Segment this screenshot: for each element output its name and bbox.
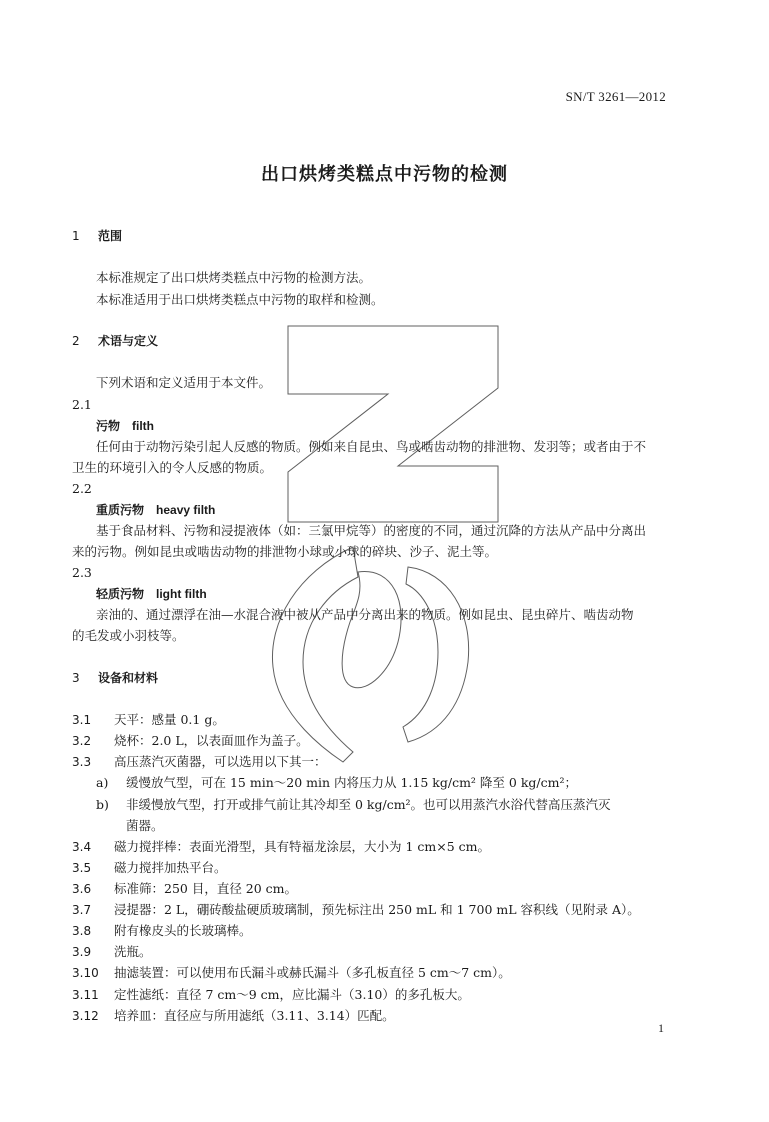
term-heading [96,500,215,520]
clause [72,942,152,962]
definition-line: 基于食品材料、污物和浸提液体（如：三氯甲烷等）的密度的不同，通过沉降的方法从产品中分离出 [96,523,647,538]
term-heading [96,584,207,604]
clause-number: 3.9 [72,945,92,959]
section-number: 3 [72,671,80,685]
section-title: 术语与定义 [98,334,159,348]
term-number: 2.1 [72,397,92,412]
clause-number: 3.3 [72,755,92,769]
list-text: 缓慢放气型，可在 15 min～20 min 内将压力从 1.15 kg/cm² 降至 0 kg/cm²； [126,775,577,790]
definition-line: 来的污物。例如昆虫或啮齿动物的排泄物小球或小球的碎块、沙子、泥土等。 [72,544,498,559]
list-item [96,795,611,815]
clause [72,879,297,899]
term-cn: 污物 [96,419,121,433]
clause-number: 3.11 [72,988,99,1002]
term-cn: 重质污物 [96,503,145,517]
clause-number: 3.1 [72,713,92,727]
standard-number: SN/T 3261—2012 [565,89,666,104]
clause-text: 磁力搅拌加热平台。 [114,860,227,875]
section-title: 设备和材料 [98,671,159,685]
clause-text: 培养皿：直径应与所用滤纸（3.11、3.14）匹配。 [114,1008,395,1023]
section-number: 2 [72,334,80,348]
paragraph: 本标准规定了出口烘烤类糕点中污物的检测方法。 [96,270,372,285]
section-1-heading [72,226,122,246]
clause-text: 烧杯：2.0 L，以表面皿作为盖子。 [114,733,309,748]
definition-line: 卫生的环境引入的令人反感的物质。 [72,460,273,475]
list-text: 非缓慢放气型，打开或排气前让其冷却至 0 kg/cm²。也可以用蒸汽水浴代替高压蒸汽灭 [126,797,611,812]
term-en: heavy filth [156,503,216,517]
clause [72,921,252,941]
clause-text: 定性滤纸：直径 7 cm～9 cm，应比漏斗（3.10）的多孔板大。 [114,987,470,1002]
watermark-logo [258,322,508,782]
section-title: 范围 [98,229,123,243]
section-3-heading [72,668,158,688]
clause-text: 天平：感量 0.1 g。 [114,712,225,727]
paragraph: 本标准适用于出口烘烤类糕点中污物的取样和检测。 [96,292,384,307]
definition-line: 的毛发或小羽枝等。 [72,628,185,643]
clause-text: 抽滤装置：可以使用布氏漏斗或赫氏漏斗（多孔板直径 5 cm～7 cm）。 [114,965,511,980]
paragraph: 下列术语和定义适用于本文件。 [96,375,272,390]
term-number: 2.3 [72,565,92,580]
term-number: 2.2 [72,481,92,496]
clause-text: 高压蒸汽灭菌器，可以选用以下其一： [114,754,327,769]
list-marker: b) [96,797,109,812]
clause-number: 3.8 [72,924,92,938]
definition-line: 任何由于动物污染引起人反感的物质。例如来自昆虫、鸟或啮齿动物的排泄物、发羽等；或者由于不 [96,439,647,454]
list-text-continuation: 菌器。 [126,818,164,833]
clause-text: 标准筛：250 目，直径 20 cm。 [114,881,298,896]
clause [72,900,640,920]
clause-number: 3.7 [72,903,92,917]
clause-number: 3.10 [72,966,99,980]
clause-number: 3.4 [72,840,92,854]
clause [72,710,225,730]
section-2-heading [72,331,158,351]
clause [72,858,227,878]
clause-number: 3.12 [72,1009,99,1023]
clause-text: 附有橡皮头的长玻璃棒。 [114,923,252,938]
clause [72,985,470,1005]
list-marker: a) [96,775,109,790]
section-number: 1 [72,229,80,243]
clause-number: 3.2 [72,734,92,748]
document-title: 出口烘烤类糕点中污物的检测 [261,164,508,185]
clause-text: 浸提器：2 L，硼砖酸盐硬质玻璃制，预先标注出 250 mL 和 1 700 mL 容积线（见附录 A）。 [114,902,640,917]
clause [72,1006,395,1026]
clause-text: 磁力搅拌棒：表面光滑型，具有特福龙涂层，大小为 1 cm×5 cm。 [114,839,491,854]
clause-number: 3.6 [72,882,92,896]
term-en: filth [132,419,155,433]
clause-number: 3.5 [72,861,92,875]
clause [72,837,490,857]
term-cn: 轻质污物 [96,587,145,601]
clause [72,963,511,983]
term-en: light filth [156,587,207,601]
page-number: 1 [658,1021,664,1035]
term-heading [96,416,154,436]
clause-text: 洗瓶。 [114,944,152,959]
definition-line: 亲油的、通过漂浮在油—水混合液中被从产品中分离出来的物质。例如昆虫、昆虫碎片、啮齿动物 [96,607,634,622]
